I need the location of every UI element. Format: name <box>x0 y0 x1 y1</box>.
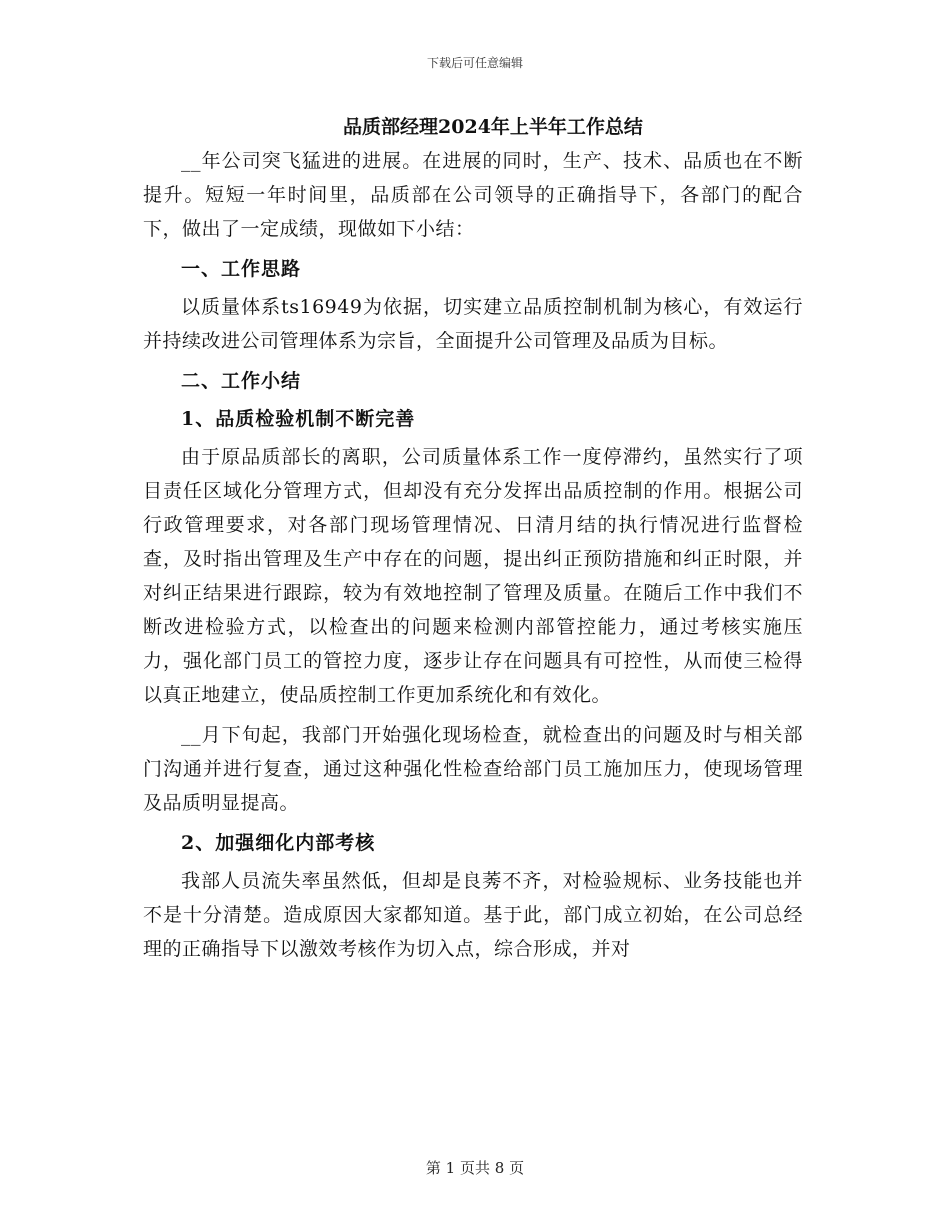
page-number: 第 1 页共 8 页 <box>425 1159 525 1177</box>
heading-internal-assessment: 2、加强细化内部考核 <box>181 832 376 854</box>
heading-work-approach: 一、工作思路 <box>181 258 302 280</box>
paragraph-internal-assessment: 我部人员流失率虽然低，但却是良莠不齐，对检验规标、业务技能也并不是十分清楚。造成原因大家都知道。基于此，部门成立初始，在公司总经理的正确指导下以激效考核作为切入点，综合形成，并对 <box>143 870 803 960</box>
paragraph-intro: __年公司突飞猛进的进展。在进展的同时，生产、技术、品质也在不断提升。短短一年时间里，品质部在公司领导的正确指导下，各部门的配合下，做出了一定成绩，现做如下小结： <box>143 150 803 240</box>
header-note: 下载后可任意编辑 <box>426 56 523 70</box>
document-body <box>143 110 803 966</box>
paragraph-quality-inspection: 由于原品质部长的离职，公司质量体系工作一度停滞约，虽然实行了项目责任区域化分管理方式，但却没有充分发挥出品质控制的作用。根据公司行政管理要求，对各部门现场管理情况、日清月结的执行情况进行监督检查，及时指出管理及生产中存在的问题，提出纠正预防措施和纠正时限，并对纠正结果进行跟踪，较为有效地控制了管理及质量。在随后工作中我们不断改进检验方式，以检查出的问题来检测内部管控能力，通过考核实施压力，强化部门员工的管控力度，逐步让存在问题具有可控性，从而使三检得以真正地建立，使品质控制工作更加系统化和有效化。 <box>143 446 803 706</box>
heading-work-summary: 二、工作小结 <box>181 370 302 392</box>
paragraph-site-inspection: __月下旬起，我部门开始强化现场检查，就检查出的问题及时与相关部门沟通并进行复查，通过这种强化性检查给部门员工施加压力，使现场管理及品质明显提高。 <box>143 724 803 814</box>
document-title: 品质部经理2024年上半年工作总结 <box>343 116 643 138</box>
heading-quality-inspection: 1、品质检验机制不断完善 <box>181 408 416 430</box>
paragraph-work-approach: 以质量体系ts16949为依据，切实建立品质控制机制为核心，有效运行并持续改进公司管理体系为宗旨，全面提升公司管理及品质为目标。 <box>143 296 803 352</box>
